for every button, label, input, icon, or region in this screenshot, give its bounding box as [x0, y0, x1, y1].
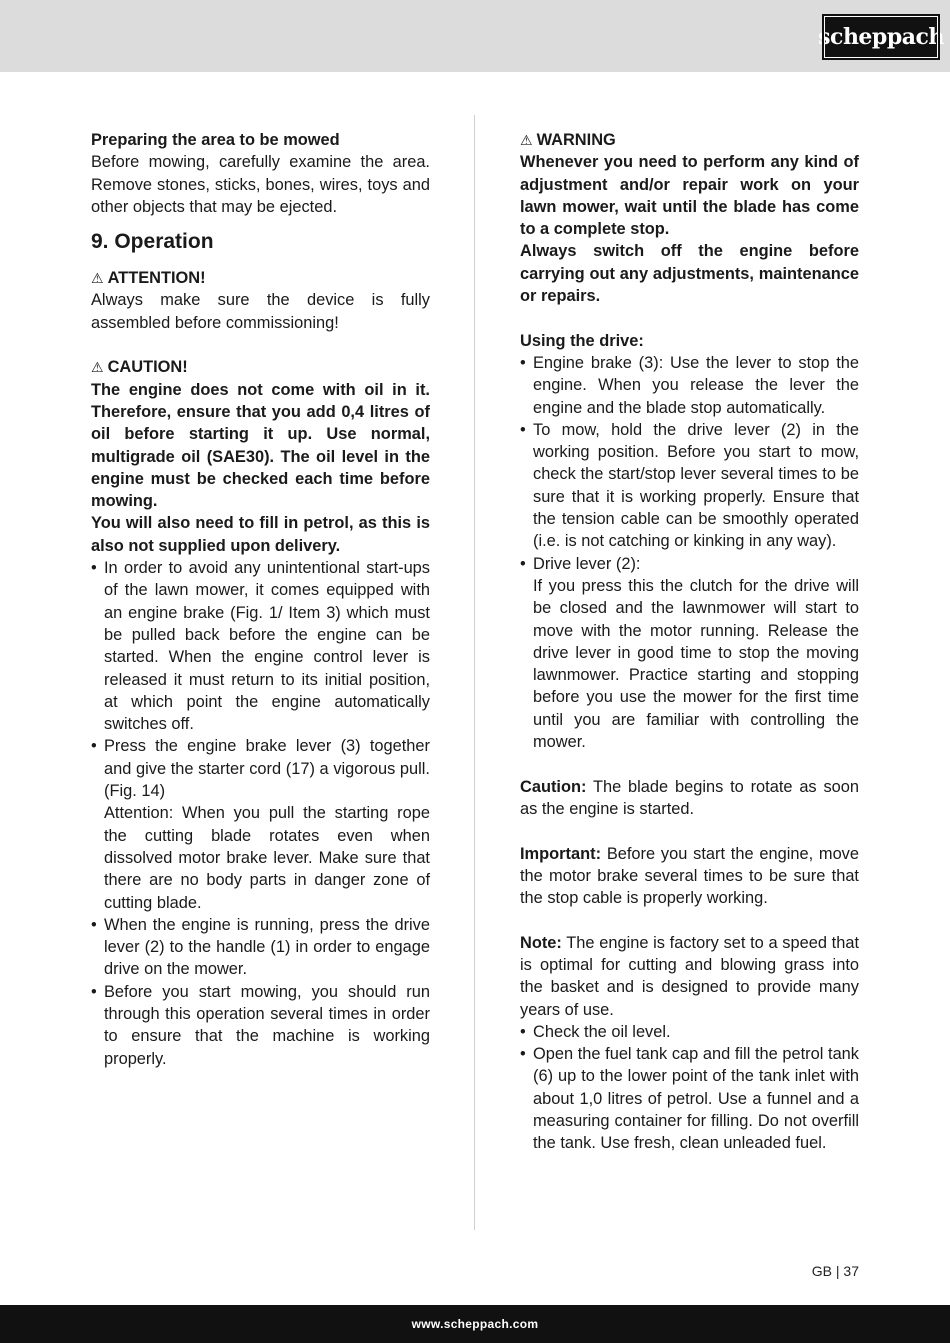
warning-text-2: Always switch off the engine before carrying out any adjustments, maintenance or repairs.: [520, 242, 859, 306]
caution-text-1: The engine does not come with oil in it. Therefore, ensure that you add 0,4 litres of oil before starting it up. Use normal, multigrade oil (SAE30). The oil level in the engine must be checked each time before mowing.: [91, 380, 430, 511]
warning-text-1: Whenever you need to perform any kind of adjustment and/or repair work on your lawn mower, wait until the blade has come to a complete stop.: [520, 153, 859, 239]
caution-label: Caution:: [520, 777, 587, 796]
note-bullet-list: [520, 1021, 859, 1155]
caution-heading: [91, 356, 430, 378]
section-title: 9. Operation: [91, 230, 214, 254]
list-item: • Press the engine brake lever (3) together and give the starter cord (17) a vigorous pull. (Fig. 14) Attention: When you pull the starting rope the cutting blade rotates even when dissolved motor brake lever. Make sure that there are no body parts in danger zone of cutting blade.: [91, 735, 430, 913]
warning-triangle-icon: ⚠: [91, 270, 104, 287]
prep-title: Preparing the area to be mowed: [91, 131, 340, 149]
list-item: • Drive lever (2): If you press this the clutch for the drive will be closed and the lawnmower will start to move with the motor running. Release the drive lever in good time to stop the moving lawnmower. Practice starting and stopping before you use the mower for the first time until you are familiar with controlling the mower.: [520, 553, 859, 754]
important-paragraph: [520, 843, 859, 910]
warning-heading: [520, 129, 859, 151]
warning-label: WARNING: [536, 131, 616, 149]
footer-band: [0, 1305, 950, 1343]
note-text: The engine is factory set to a speed that is optimal for cutting and blowing grass into the basket and is designed to provide many years of use.: [520, 933, 859, 1019]
header-band: [0, 0, 950, 72]
list-item: • In order to avoid any unintentional start-ups of the lawn mower, it comes equipped with an engine brake (Fig. 1/ Item 3) which must be pulled back before the engine can be started. When the engine control lever is released it must return to its initial position, at which point the engine automatically switches off.: [91, 557, 430, 735]
prep-text: Before mowing, carefully examine the area. Remove stones, sticks, bones, wires, toys and other objects that may be ejected.: [91, 153, 430, 216]
list-item: • When the engine is running, press the drive lever (2) to the handle (1) in order to engage drive on the mower.: [91, 914, 430, 981]
important-text: Before you start the engine, move the motor brake several times to be sure that the stop cable is properly working.: [520, 844, 859, 908]
note-paragraph: [520, 932, 859, 1021]
list-item: • Before you start mowing, you should run through this operation several times in order to ensure that the machine is working properly.: [91, 981, 430, 1070]
caution-label: CAUTION!: [107, 358, 188, 377]
list-item: • Engine brake (3): Use the lever to stop the engine. When you release the lever the engine and the blade stop automatically.: [520, 352, 859, 419]
column-divider: [474, 115, 475, 1230]
attention-subnote: Attention: When you pull the starting rope the cutting blade rotates even when dissolved motor brake lever. Make sure that there are no body parts in danger zone of cutting blade.: [104, 804, 430, 912]
caution-paragraph: [520, 776, 859, 821]
scheppach-logo: scheppach: [824, 16, 938, 58]
important-label: Important:: [520, 844, 602, 863]
attention-text: Always make sure the device is fully assembled before commissioning!: [91, 291, 430, 332]
attention-heading: [91, 267, 430, 289]
list-item: • Check the oil level.: [520, 1021, 859, 1043]
drive-lever-subnote: If you press this the clutch for the drive will be closed and the lawnmower will start to move with the motor running. Release the drive lever in good time to stop the moving lawnmower. Practice starting and stopping before you use the mower for the first time until you are familiar with controlling the mower.: [533, 576, 859, 752]
warning-triangle-icon: ⚠: [91, 359, 104, 376]
operation-bullet-list: [91, 557, 430, 1070]
right-column: [520, 129, 859, 1155]
drive-title: Using the drive:: [520, 331, 644, 350]
warning-triangle-icon: ⚠: [520, 132, 533, 148]
list-item: • Open the fuel tank cap and fill the petrol tank (6) up to the lower point of the tank inlet with about 1,0 litres of petrol. Use a funnel and a measuring container for filling. Do not overfill the tank. Use fresh, clean unleaded fuel.: [520, 1043, 859, 1154]
caution-text: The blade begins to rotate as soon as the engine is started.: [520, 777, 859, 818]
drive-bullet-list: [520, 352, 859, 753]
caution-text-2: You will also need to fill in petrol, as this is also not supplied upon delivery.: [91, 514, 430, 555]
note-label: Note:: [520, 933, 562, 952]
attention-label: ATTENTION!: [107, 269, 206, 288]
website-link[interactable]: www.scheppach.com: [411, 1317, 539, 1331]
page-number: GB | 37: [811, 1263, 859, 1279]
left-column: [91, 129, 430, 1070]
list-item: • To mow, hold the drive lever (2) in the working position. Before you start to mow, check the start/stop lever several times to be sure that it is working properly. Ensure that the tension cable can be smoothly operated (i.e. is not catching or kinking in any way).: [520, 419, 859, 553]
